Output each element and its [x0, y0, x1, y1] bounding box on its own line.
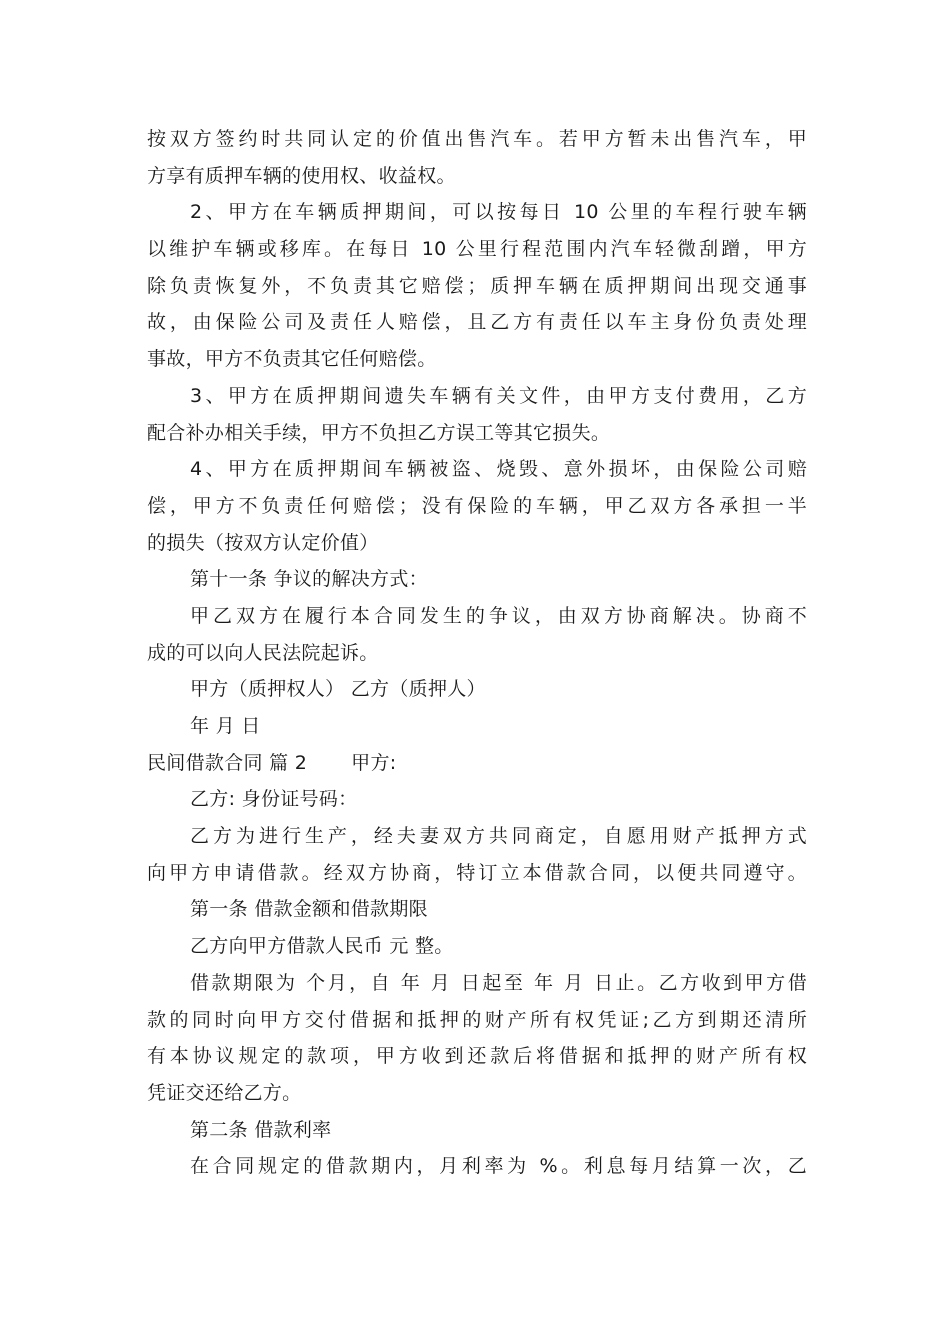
text-line: 3、甲方在质押期间遗失车辆有关文件，由甲方支付费用，乙方	[190, 384, 807, 407]
text-line: 事故，甲方不负责其它任何赔偿。	[147, 348, 437, 371]
text-line: 的损失（按双方认定价值）	[147, 531, 379, 554]
document-page	[147, 121, 807, 1185]
text-line: 4、甲方在质押期间车辆被盗、烧毁、意外损坏，由保险公司赔	[190, 458, 807, 481]
contract-title: 民间借款合同 篇 2	[147, 751, 308, 774]
text-line: 配合补办相关手续，甲方不负担乙方误工等其它损失。	[147, 421, 611, 444]
text-line: 甲乙双方在履行本合同发生的争议，由双方协商解决。协商不	[190, 604, 807, 627]
section-heading: 第二条 借款利率	[190, 1118, 332, 1141]
text-line: 乙方为进行生产，经夫妻双方共同商定，自愿用财产抵押方式	[190, 825, 807, 848]
text-line: 凭证交还给乙方。	[147, 1081, 302, 1104]
text-line: 以维护车辆或移库。在每日 10 公里行程范围内汽车轻微刮蹭，甲方	[147, 238, 807, 261]
section-heading: 第一条 借款金额和借款期限	[190, 898, 428, 921]
party-b-line: 乙方: 身份证号码：	[190, 788, 358, 811]
text-line: 款的同时向甲方交付借据和抵押的财产所有权凭证;乙方到期还清所	[147, 1008, 807, 1031]
date-line: 年 月 日	[190, 715, 261, 737]
text-line: 2、甲方在车辆质押期间，可以按每日 10 公里的车程行驶车辆	[190, 201, 807, 224]
text-line: 故，由保险公司及责任人赔偿，且乙方有责任以车主身份负责处理	[147, 311, 807, 334]
text-line: 有本协议规定的款项，甲方收到还款后将借据和抵押的财产所有权	[147, 1045, 807, 1068]
party-a-label: 甲方:	[351, 751, 397, 774]
text-line: 偿，甲方不负责任何赔偿；没有保险的车辆，甲乙双方各承担一半	[147, 494, 807, 517]
text-line: 按双方签约时共同认定的价值出售汽车。若甲方暂未出售汽车，甲	[147, 128, 807, 150]
text-line: 除负责恢复外，不负责其它赔偿；质押车辆在质押期间出现交通事	[147, 274, 807, 297]
text-line: 方享有质押车辆的使用权、收益权。	[147, 164, 456, 187]
text-line: 成的可以向人民法院起诉。	[147, 641, 379, 664]
signature-line: 甲方（质押权人） 乙方（质押人）	[190, 678, 486, 701]
text-line: 向甲方申请借款。经双方协商，特订立本借款合同，以便共同遵守。	[147, 861, 807, 884]
text-line: 乙方向甲方借款人民币 元 整。	[190, 935, 454, 958]
text-line: 在合同规定的借款期内，月利率为 %。利息每月结算一次，乙	[190, 1155, 807, 1178]
section-heading: 第十一条 争议的解决方式：	[190, 568, 428, 591]
contract-title-line	[147, 745, 807, 782]
text-line: 借款期限为 个月，自 年 月 日起至 年 月 日止。乙方收到甲方借	[190, 971, 807, 994]
